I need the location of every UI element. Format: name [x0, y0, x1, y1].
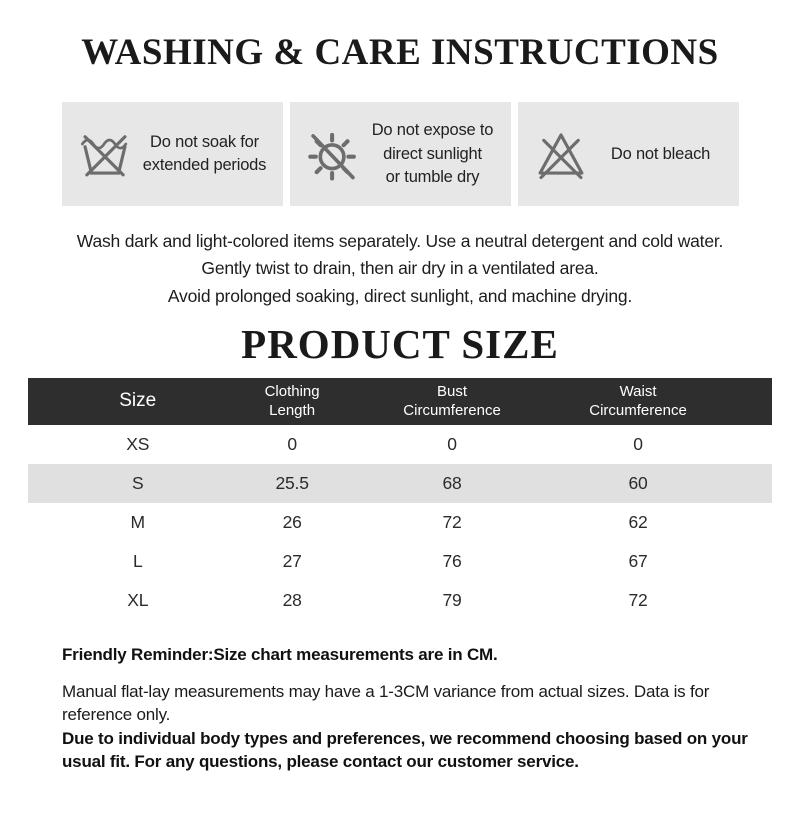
value-cell: 25.5 [275, 472, 309, 493]
care-title: WASHING & CARE INSTRUCTIONS [81, 32, 719, 73]
friendly-reminder: Friendly Reminder:Size chart measurements are in CM. [62, 644, 498, 664]
measurement-variance-note: Manual flat-lay measurements may have a 1-3CM variance from actual sizes. Data is for reference only. [62, 681, 710, 725]
care-box-label: Do not soak for extended periods [142, 132, 267, 175]
value-cell: 28 [282, 589, 302, 610]
size-cell: L [132, 550, 143, 571]
size-cell: XS [126, 433, 150, 454]
size-table [28, 378, 772, 620]
value-cell: 60 [628, 472, 648, 493]
table-header-row [28, 378, 772, 425]
size-cell: XL [127, 589, 149, 610]
spacer-cell [709, 464, 772, 503]
value-cell: 26 [282, 511, 302, 532]
value-cell: 67 [628, 550, 648, 571]
footer-notes [62, 643, 762, 774]
table-row-l [28, 542, 772, 581]
spacer-cell [709, 425, 772, 464]
spacer-cell [709, 503, 772, 542]
col-header-waist-circumference: Waist Circumference [589, 382, 687, 420]
product-size-title: PRODUCT SIZE [241, 320, 559, 367]
col-header-spacer [709, 378, 772, 425]
do-not-bleach-icon [532, 125, 590, 183]
size-cell: S [131, 472, 144, 493]
col-header-bust-circumference: Bust Circumference [403, 382, 501, 420]
table-row-xs [28, 425, 772, 464]
value-cell: 79 [442, 589, 462, 610]
page [0, 30, 800, 773]
care-box-do-not-soak [62, 102, 283, 206]
care-box-do-not-bleach [518, 102, 739, 206]
col-header-clothing-length: Clothing Length [264, 382, 320, 420]
value-cell: 0 [287, 433, 297, 454]
table-row-s [28, 464, 772, 503]
do-not-soak-icon [76, 125, 134, 183]
table-row-xl [28, 581, 772, 620]
value-cell: 27 [282, 550, 302, 571]
care-paragraph-line: Wash dark and light-colored items separately. Use a neutral detergent and cold water. [76, 231, 724, 252]
care-box-label: Do not expose to direct sunlight or tumble dry [371, 121, 494, 186]
care-boxes [62, 102, 739, 206]
care-paragraph [0, 228, 800, 309]
spacer-cell [709, 542, 772, 581]
care-paragraph-line: Gently twist to drain, then air dry in a ventilated area. [201, 258, 599, 279]
table-row-m [28, 503, 772, 542]
care-box-label: Do not bleach [610, 144, 711, 163]
spacer-cell [709, 581, 772, 620]
value-cell: 0 [633, 433, 643, 454]
value-cell: 68 [442, 472, 462, 493]
care-paragraph-line: Avoid prolonged soaking, direct sunlight, and machine drying. [167, 285, 633, 306]
care-box-do-not-sun [290, 102, 511, 206]
value-cell: 76 [442, 550, 462, 571]
value-cell: 72 [442, 511, 462, 532]
do-not-sun-icon [304, 125, 362, 183]
size-cell: M [130, 511, 145, 532]
col-header-size: Size [119, 389, 157, 411]
value-cell: 62 [628, 511, 648, 532]
fit-recommendation-note: Due to individual body types and preferences, we recommend choosing based on your usual fit. For any questions, please contact our customer service. [62, 728, 748, 771]
value-cell: 72 [628, 589, 648, 610]
value-cell: 0 [447, 433, 457, 454]
